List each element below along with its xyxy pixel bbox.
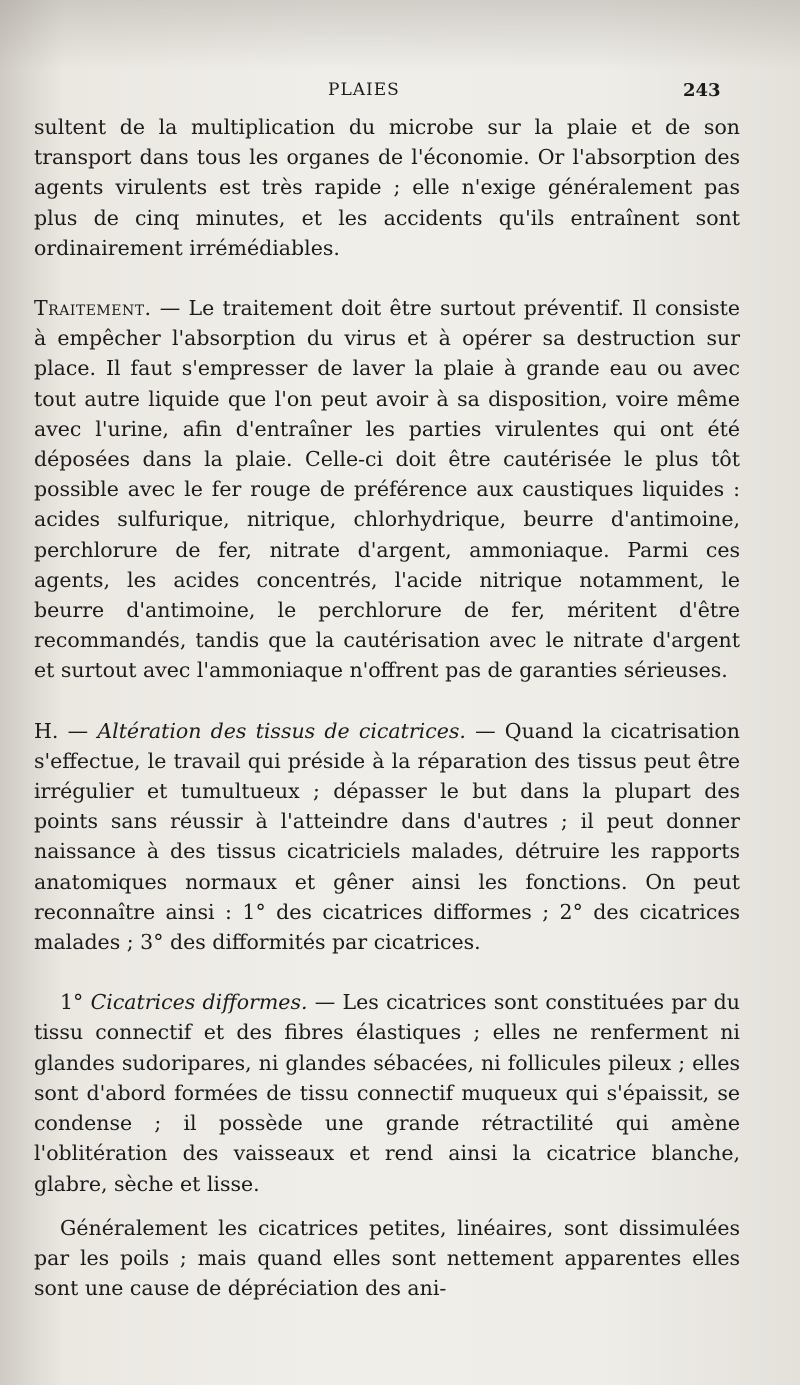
paragraph-spacer — [34, 263, 740, 293]
alteration-heading: Altération des tissus de cicatrices. — [97, 718, 466, 743]
paragraph-spacer — [34, 1199, 740, 1213]
cicatrices-difformes-heading: Cicatrices difformes. — [90, 990, 308, 1015]
traitement-heading: Traitement. — [34, 296, 152, 321]
running-title: PLAIES — [328, 80, 400, 100]
page-number: 243 — [683, 80, 721, 101]
paragraph-spacer — [34, 957, 740, 987]
paragraph-generalement: Généralement les cicatrices petites, linéaires, sont dissimulées par les poils ; mais quand elles sont nettement apparentes elles sont une cause de dépréciation des ani- — [34, 1215, 740, 1301]
page-header — [0, 74, 800, 104]
paragraph-traitement — [34, 293, 740, 686]
paragraph-continuation: sultent de la multiplication du microbe sur la plaie et de son transport dans tous les organes de l'économie. Or l'absorption des agents virulents est très rapide ; elle n'exige généralement pas plus de cinq minutes, et les accidents qu'ils entraînent sont ordinairement irrémédiables. — [34, 115, 740, 260]
section-label: H. — — [34, 718, 98, 743]
paragraph-alteration — [34, 716, 740, 958]
paragraph-cicatrices-difformes — [34, 987, 740, 1198]
traitement-body: — Le traitement doit être surtout préventif. Il consiste à empêcher l'absorption du virus et à opérer sa destruction sur place. Il faut s'empresser de laver la plaie à grande eau ou avec tout autre liquide que l'on peut avoir à sa disposition, voire même avec l'urine, afin d'entraîner les parties virulentes qui ont été déposées dans la plaie. Celle-ci doit être cautérisée le plus tôt possible avec le fer rouge de préférence aux caustiques liquides : acides sulfurique, nitrique, chlorhydrique, beurre d'antimoine, perchlorure de fer, nitrate d'argent, ammoniaque. Parmi ces agents, les acides concentrés, l'acide nitrique notamment, le beurre d'antimoine, le perchlorure de fer, méritent d'être recommandés, tandis que la cautérisation avec le nitrate d'argent et surtout avec l'ammoniaque n'offrent pas de garanties sérieuses. — [34, 296, 740, 683]
alteration-body: — Quand la cicatrisation s'effectue, le travail qui préside à la réparation des tissus peut être irrégulier et tumultueux ; dépasser le but dans la plupart des points sans réussir à l'atteindre dans d'autres ; il peut donner naissance à des tissus cicatriciels malades, détruire les rapports anatomiques normaux et gêner ainsi les fonctions. On peut reconnaître ainsi : 1° des cicatrices difformes ; 2° des cicatrices malades ; 3° des difformités par cicatrices. — [34, 718, 740, 955]
paragraph-spacer — [34, 686, 740, 716]
subsection-label: 1° — [60, 990, 91, 1015]
body-text — [34, 112, 740, 1303]
cicatrices-difformes-body: — Les cicatrices sont constituées par du tissu connectif et des fibres élastiques ; elles ne renferment ni glandes sudoripares, ni glandes sébacées, ni follicules pileux ; elles sont d'abord formées de tissu connectif muqueux qui s'épaissit, se condense ; il possède une grande rétractilité qui amène l'oblitération des vaisseaux et rend ainsi la cicatrice blanche, glabre, sèche et lisse. — [34, 990, 740, 1196]
